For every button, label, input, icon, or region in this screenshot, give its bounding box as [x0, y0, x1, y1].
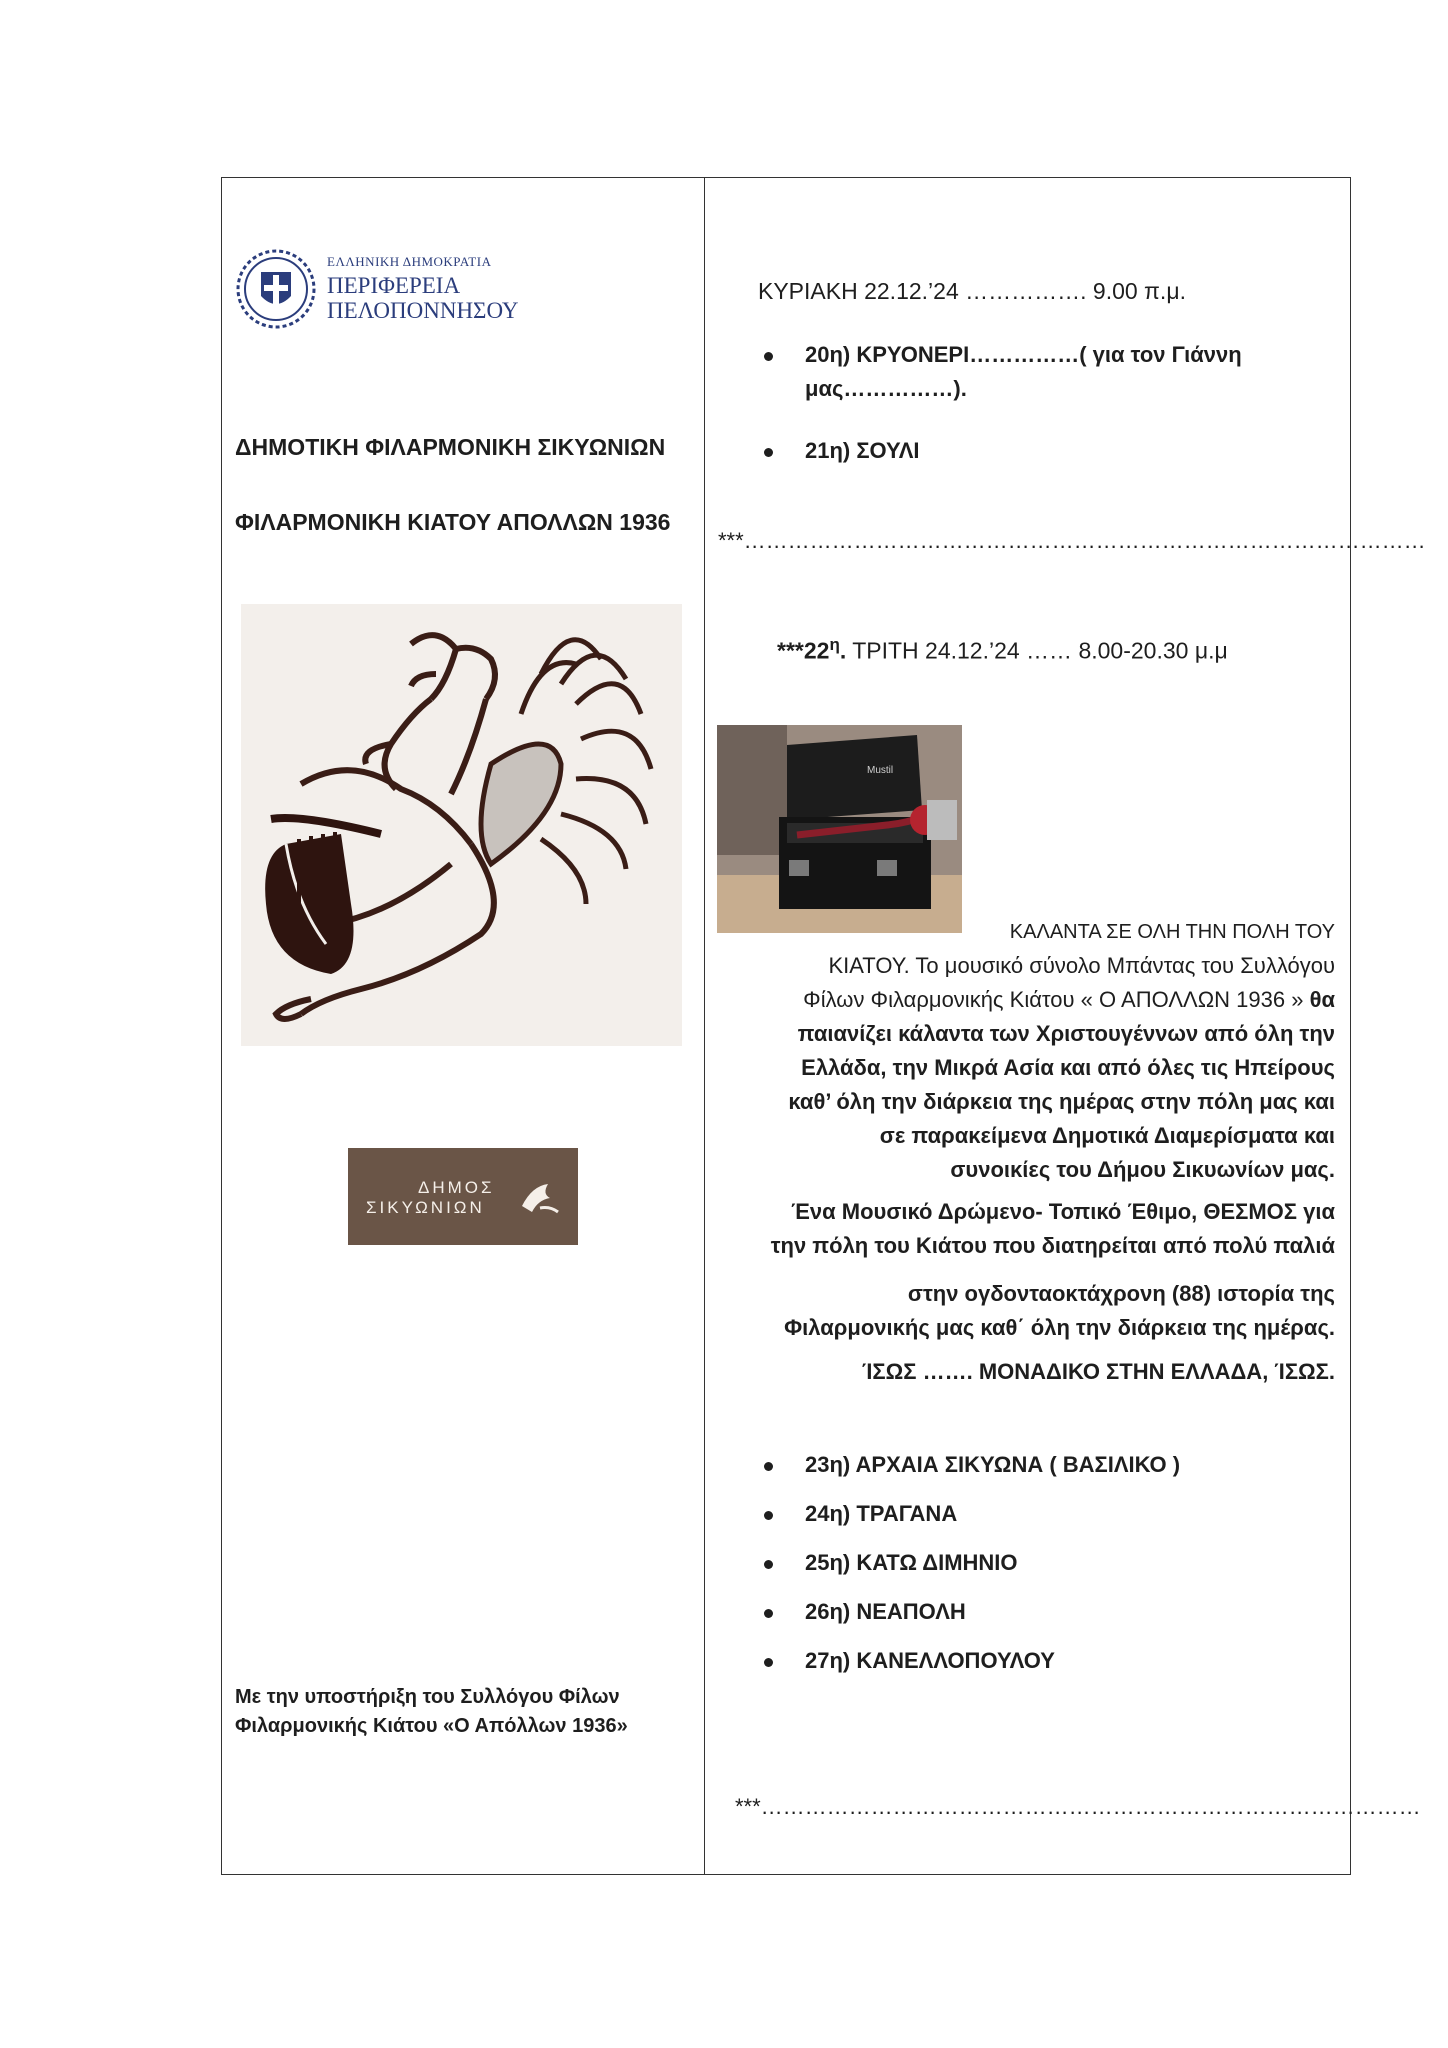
griffin-lyre-image — [241, 604, 682, 1046]
case-brand-text: Mustil — [867, 765, 894, 776]
schedule-day-2 — [777, 630, 1228, 666]
para1-line4: παιανίζει κάλαντα των Χριστουγέννων από όλη την — [797, 1021, 1335, 1046]
bullet — [764, 1560, 773, 1569]
day2-rest: ΤΡΙΤΗ 24.12.’24 …… 8.00-20.30 μ.μ — [846, 637, 1228, 664]
para2-line3: στην ογδονταοκτάχρονη (88) ιστορία της — [907, 1281, 1335, 1306]
item-20-line1: 20η) ΚΡΥΟΝΕΡΙ……………( για τον Γιάννη — [805, 342, 1242, 367]
para1-line1: ΚΑΛΑΝΤΑ ΣΕ ΟΛΗ ΤΗΝ ΠΟΛΗ ΤΟΥ — [1009, 921, 1335, 943]
dimos-line1: ΔΗΜΟΣ — [418, 1178, 495, 1197]
para1-line6: καθ’ όλη την διάρκεια της ημέρας στην πόλη μας και — [788, 1089, 1335, 1114]
support-note-line2: Φιλαρμονικής Κιάτου «Ο Απόλλων 1936» — [235, 1715, 628, 1737]
para1-line7: σε παρακείμενα Δημοτικά Διαμερίσματα και — [879, 1123, 1335, 1148]
day2-prefix: ***22 — [777, 637, 830, 664]
dimos-line2: ΣΙΚΥΩΝΙΩΝ — [366, 1198, 485, 1217]
list-item: 24η) ΤΡΑΓΑΝΑ — [805, 1501, 958, 1526]
para2-line1: Ένα Μουσικό Δρώμενο- Τοπικό Έθιμο, ΘΕΣΜΟΣ για — [791, 1199, 1335, 1224]
region-logo — [235, 248, 535, 333]
list-item: 23η) ΑΡΧΑΙΑ ΣΙΚΥΩΝΑ ( ΒΑΣΙΛΙΚΟ ) — [805, 1452, 1181, 1477]
org-title-2: ΦΙΛΑΡΜΟΝΙΚΗ ΚΙΑΤΟΥ ΑΠΟΛΛΩΝ 1936 — [235, 509, 671, 535]
bird-emblem-icon — [518, 1178, 560, 1218]
list-item: 25η) ΚΑΤΩ ΔΙΜΗΝΙΟ — [805, 1550, 1018, 1575]
para1-line2: ΚΙΑΤΟΥ. Το μουσικό σύνολο Μπάντας του Συλλόγου — [828, 953, 1335, 978]
trumpet-case-photo — [717, 725, 962, 933]
bullet — [764, 1511, 773, 1520]
para1-line3-text: Φίλων Φιλαρμονικής Κιάτου « Ο ΑΠΟΛΛΩΝ 1936 » — [803, 987, 1304, 1012]
para1-line8: συνοικίες του Δήμου Σικυωνίων μας. — [950, 1157, 1335, 1182]
column-divider — [704, 177, 705, 1875]
bullet — [764, 1658, 773, 1667]
para1-line3-bold: θα — [1309, 987, 1335, 1012]
item-20-line2: μας……………). — [805, 376, 967, 401]
org-title-1: ΔΗΜΟΤΙΚΗ ΦΙΛΑΡΜΟΝΙΚΗ ΣΙΚΥΩΝΙΩΝ — [235, 434, 666, 460]
support-note-line1: Με την υποστήριξη του Συλλόγου Φίλων — [235, 1686, 620, 1708]
para2-line5: ΊΣΩΣ ……. ΜΟΝΑΔΙΚΟ ΣΤΗΝ ΕΛΛΑΔΑ, ΊΣΩΣ. — [862, 1359, 1335, 1384]
bullet — [764, 1609, 773, 1618]
day2-dot: . — [839, 637, 847, 664]
item-21: 21η) ΣΟΥΛΙ — [805, 438, 920, 463]
list-item: 27η) ΚΑΝΕΛΛΟΠΟΥΛΟΥ — [805, 1648, 1055, 1673]
greek-emblem-icon — [235, 248, 317, 330]
list-item: 26η) ΝΕΑΠΟΛΗ — [805, 1599, 966, 1624]
day2-sup: η — [829, 635, 840, 654]
logo-line2: ΠΕΛΟΠΟΝΝΗΣΟΥ — [327, 298, 519, 323]
para1-line3 — [803, 983, 1335, 1017]
dimos-sikyonion-logo — [348, 1148, 578, 1245]
separator-1: ***………………………………………………………………………………… — [718, 528, 1426, 553]
bullet — [764, 448, 773, 457]
logo-small-text: ΕΛΛΗΝΙΚΗ ΔΗΜΟΚΡΑΤΙΑ — [327, 254, 492, 269]
bullet — [764, 1462, 773, 1471]
para1-line5: Ελλάδα, την Μικρά Ασία και από όλες τις Ηπείρους — [801, 1055, 1335, 1080]
bullet — [764, 352, 773, 361]
separator-2: ***……………………………………………………………………………… — [735, 1794, 1421, 1819]
schedule-day-1: ΚΥΡΙΑΚΗ 22.12.’24 ……………. 9.00 π.μ. — [758, 278, 1186, 304]
logo-line1: ΠΕΡΙΦΕΡΕΙΑ — [327, 273, 461, 298]
para2-line2: την πόλη του Κιάτου που διατηρείται από πολύ παλιά — [770, 1233, 1335, 1258]
para2-line4: Φιλαρμονικής μας καθ΄ όλη την διάρκεια της ημέρας. — [784, 1315, 1335, 1340]
